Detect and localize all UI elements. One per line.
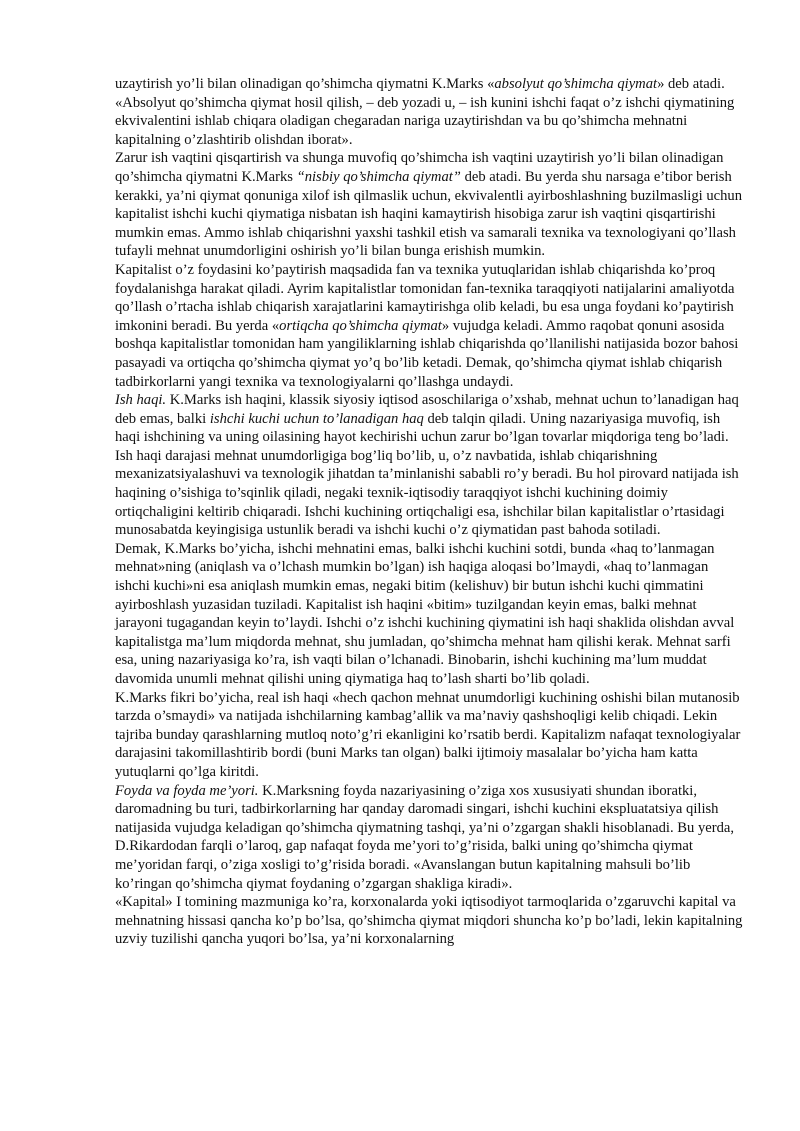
- text-run: deb atadi. Bu yerda shu narsaga e’tibor berish kerakki, ya’ni qiymat qonuniga xilof ish qilmaslik uchun, ekvivalentli ayirboshlashning buzilmasligi uchun kapitalist ishchi kuchi qiymatiga nisbatan ish haqini kamaytirish hisobiga zarur ish vaqtini qisqartirishi mumkin emas. Ammo ishlab chiqarishni yaxshi tashkil etish va samarali texnika va texnologiyani qo’llash tufayli mehnat unumdorligini oshirish yo’li bilan bunga erishish mumkin.: [115, 168, 743, 260]
- paragraph: [115, 261, 743, 391]
- paragraph: [115, 689, 743, 782]
- text-run: » vujudga keladi. Ammo raqobat qonuni asosida boshqa kapitalistlar tomonidan ham yangiliklarning ishlab chiqarishda qo’llanilishi natijasida bozor bahosi pasayadi va ortiqcha qo’shimcha qiymat yo’q bo’lib ketadi. Demak, qo’shimcha qiymat ishlab chiqarish tadbirkorlarni yangi texnika va texnologiyalarni qo’llashga undaydi.: [115, 317, 739, 390]
- paragraph: [115, 391, 743, 540]
- text-run: uzaytirish yo’li bilan olinadigan qo’shimcha qiymatni K.Marks «: [115, 76, 495, 92]
- text-run: deb talqin qiladi. Uning nazariyasiga muvofiq, ish haqi ishchining va uning oilasining hayot kechirishi uchun zarur bo’lgan tovarlar miqdoriga teng bo’ladi. Ish haqi darajasi mehnat unumdorligiga bog’liq bo’lib, u, o’z navbatida, ishlab chiqarishning mexanizatsiyalashuvi va texnologik jihatdan ta’minlanishi sababli ro’y beradi. Bu hol pirovard natijada ish haqining o’sishiga to’sqinlik qiladi, negaki texnik-iqtisodiy taraqqiyot ishchi kuchining doimiy ortiqchaligini keltirib chiqaradi. Ishchi kuchining ortiqchaligi esa, ishchilar bilan kapitalistlar o’rtasidagi munosabatda keyingisiga ustunlik beradi va ishchi kuchi o’z qiymatidan past bahoda sotiladi.: [115, 410, 739, 539]
- italic-text: Foyda va foyda me’yori.: [115, 782, 259, 799]
- text-run: K.Marks fikri bo’yicha, real ish haqi «hech qachon mehnat unumdorligi kuchining oshishi bilan mutanosib tarzda o’smaydi» va natijada ishchilarning kambag’allik va ma’naviy qashshoqligi kelib chiqadi. Lekin tajriba bunday qarashlarning mutloq noto’g’ri ekanligini ko’rsatib berdi. Kapitalizm nafaqat texnologiyalar darajasini takomillashtirib bordi (buni Marks tan olgan) balki ijtimoiy masalalar bo’yicha ham katta yutuqlarni qo’lga kiritdi.: [115, 689, 741, 780]
- text-run: K.Marksning foyda nazariyasining o’ziga xos xususiyati shundan iboratki, daromadning bu turi, tadbirkorlarning har qanday daromadi singari, ishchi kuchini ekspluatatsiya qilish natijasida vujudga keladigan qo’shimcha qiymatning tashqi, ya’ni o’zgargan shakli hisoblanadi. Bu yerda, D.Rikardodan farqli o’laroq, gap nafaqat foyda me’yori to’g’risida, balki uning qo’shimcha qiymat me’yoridan farqi, o’ziga xosligi to’g’risida boradi. «Avanslangan butun kapitalning mahsuli bo’lib ko’ringan qo’shimcha qiymat foydaning o’zgargan shakliga kiradi».: [115, 782, 735, 892]
- text-run: Kapitalist o’z foydasini ko’paytirish maqsadida fan va texnika yutuqlaridan ishlab chiqarishda ko’proq foydalanishga harakat qiladi. Ayrim kapitalistlar tomonidan fan-texnika taraqqiyoti natijalarini amaliyotda qo’llash o’rtacha ishlab chiqarish xarajatlarini kamaytirishga olib keladi, bu esa unga foydani ko’paytirish imkonini beradi. Bu yerda «: [115, 261, 735, 334]
- text-run: Demak, K.Marks bo’yicha, ishchi mehnatini emas, balki ishchi kuchini sotdi, bunda «haq to’lanmagan mehnat»ning (aniqlash va o’lchash mumkin bo’lgan) ish haqiga aloqasi bo’lmaydi, «haq to’lanmagan ishchi kuchi»ni esa aniqlash mumkin emas, negaki bitim (kelishuv) bir butun ishchi kuchi qimmatini ayirboshlash yuzasidan tuziladi. Kapitalist ish haqini «bitim» tuzilgandan keyin emas, balki mehnat jarayoni tugagandan keyin to’laydi. Ishchi o’z ishchi kuchining qiymatini ish haqi shaklida olishdan avval kapitalistga ma’lum miqdorda mehnat, shu jumladan, qo’shimcha mehnat ham qilishi kerak. Mehnat sarfi esa, uning nazariyasiga ko’ra, ish vaqti bilan o’lchanadi. Binobarin, ishchi kuchining ma’lum muddat davomida unumli mehnat qilishi uning qiymatiga haq to’lash sharti bo’lib qoladi.: [115, 540, 735, 687]
- text-run: Zarur ish vaqtini qisqartirish va shunga muvofiq qo’shimcha ish vaqtini uzaytirish yo’li bilan olinadigan qo’shimcha qiymatni K.Marks: [115, 150, 724, 185]
- italic-text: ishchi kuchi uchun to’lanadigan haq: [209, 410, 424, 427]
- paragraph: [115, 75, 743, 149]
- italic-text: “nisbiy qo’shimcha qiymat”: [296, 168, 461, 185]
- paragraph: [115, 540, 743, 689]
- italic-text: Ish haqi.: [115, 392, 167, 409]
- paragraph: [115, 893, 743, 949]
- text-run: «Kapital» I tomining mazmuniga ko’ra, korxonalarda yoki iqtisodiyot tarmoqlarida o’zgaruvchi kapital va mehnatning hissasi qancha ko’p bo’lsa, qo’shimcha qiymat miqdori shuncha ko’p bo’ladi, lekin kapitalning uzviy tuzilishi qancha yuqori bo’lsa, ya’ni korxonalarning: [115, 894, 743, 948]
- text-run: » deb atadi. «Absolyut qo’shimcha qiymat hosil qilish, – deb yozadi u, – ish kunini ishchi faqat o’z ishchi qiymatining ekvivalentini ishlab chiqara oladigan chegaradan nariga uzaytirishdan va bu qo’shimcha mehnatni kapitalning o’zlashtirib olishdan iborat».: [115, 76, 735, 148]
- text-run: K.Marks ish haqini, klassik siyosiy iqtisod asoschilariga o’xshab, mehnat uchun to’lanadigan haq deb emas, balki: [115, 392, 739, 427]
- italic-text: ortiqcha qo’shimcha qiymat: [279, 317, 442, 334]
- italic-text: absolyut qo’shimcha qiymat: [494, 76, 658, 92]
- document-page: [115, 75, 743, 949]
- paragraph: [115, 782, 743, 894]
- paragraph: [115, 149, 743, 261]
